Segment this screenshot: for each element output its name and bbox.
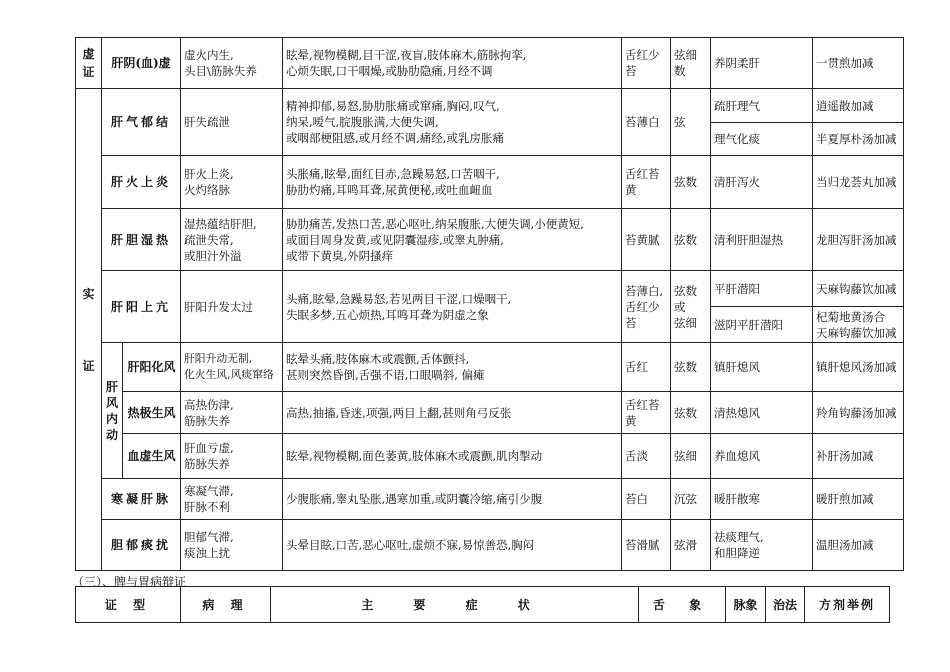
syndrome-table	[75, 37, 904, 571]
formula: 当归龙荟丸加减	[813, 156, 904, 209]
header-shexiang: 舌 象	[639, 587, 726, 623]
formula: 镇肝熄风汤加减	[813, 343, 904, 392]
tongue: 舌红苔黄	[622, 156, 671, 209]
pulse: 弦数	[671, 392, 711, 434]
table-row	[76, 392, 904, 434]
header-maixiang: 脉象	[726, 587, 766, 623]
syndrome-name: 肝火上炎	[102, 156, 181, 209]
pulse: 弦滑	[671, 520, 711, 571]
table-row	[76, 89, 904, 123]
treatment: 养阴柔肝	[711, 38, 813, 89]
pulse: 弦数	[671, 209, 711, 271]
header-zhengzhuang: 主 要 症 状	[271, 587, 639, 623]
subcategory-ganfeng: 肝 风 内 动	[102, 343, 123, 479]
symptoms: 头痛,眩晕,急躁易怒,若见两目干涩,口燥咽干, 失眠多梦,五心烦热,耳鸣耳聋为阴虚之象	[283, 271, 622, 343]
syndrome-name: 热极生风	[123, 392, 181, 434]
tongue: 苔白	[622, 479, 671, 520]
treatment-alt: 理气化痰	[711, 123, 813, 156]
tongue: 舌红苔黄	[622, 392, 671, 434]
symptoms: 眩晕,视物模糊,面色萎黄,肢体麻木或震颤,肌肉掣动	[283, 434, 622, 479]
formula: 一贯煎加减	[813, 38, 904, 89]
symptoms: 眩晕头痛,肢体麻木或震颤,舌体颤抖, 甚则突然昏倒,舌强不语,口眼喎斜, 偏瘫	[283, 343, 622, 392]
syndrome-name: 胆郁痰扰	[102, 520, 181, 571]
treatment: 平肝潜阳	[711, 271, 813, 307]
pulse: 沉弦	[671, 479, 711, 520]
treatment: 疏肝理气	[711, 89, 813, 123]
header-binli: 病 理	[181, 587, 271, 623]
formula: 龙胆泻肝汤加减	[813, 209, 904, 271]
pathology: 高热伤津, 筋脉失养	[181, 392, 283, 434]
treatment: 暖肝散寒	[711, 479, 813, 520]
header-zhifa: 治法	[766, 587, 805, 623]
table-row	[76, 520, 904, 571]
syndrome-name: 寒凝肝脉	[102, 479, 181, 520]
pathology: 湿热蕴结肝胆, 疏泄失常, 或胆汁外溢	[181, 209, 283, 271]
table-row	[76, 479, 904, 520]
treatment: 清热熄风	[711, 392, 813, 434]
header-zhengxing: 证 型	[76, 587, 181, 623]
table-row	[76, 38, 904, 89]
symptoms: 胁肋痛苦,发热口苦,恶心呕吐,纳呆腹胀,大便失调,小便黄短, 或面目周身发黄,或见阴囊湿疹,或睾丸肿痛, 或带下黄臭,外阴搔痒	[283, 209, 622, 271]
treatment: 养血熄风	[711, 434, 813, 479]
formula: 逍遥散加减	[813, 89, 904, 123]
header-row	[76, 587, 890, 623]
treatment-alt: 滋阴平肝潜阳	[711, 307, 813, 343]
section-title: （三）、脾与胃病辩证	[72, 575, 187, 589]
pathology: 寒凝气滞, 肝脉不利	[181, 479, 283, 520]
pulse: 弦细数	[671, 38, 711, 89]
pathology: 肝阳升动无制, 化火生风,风痰窜络	[181, 343, 283, 392]
pulse: 弦数	[671, 156, 711, 209]
pathology: 肝阳升发太过	[181, 271, 283, 343]
treatment: 祛痰理气, 和胆降逆	[711, 520, 813, 571]
symptoms: 精神抑郁,易怒,胁肋胀痛或窜痛,胸闷,叹气, 纳呆,嗳气,脘腹胀满,大便失调, 或咽部梗阻感,或月经不调,痛经,或乳房胀痛	[283, 89, 622, 156]
header-fangji: 方剂举例	[805, 587, 890, 623]
formula-alt: 杞菊地黄汤合 天麻钩藤饮加减	[813, 307, 904, 343]
treatment: 清利肝胆湿热	[711, 209, 813, 271]
tongue: 苔薄白	[622, 89, 671, 156]
category-shi: 实 证	[76, 89, 102, 571]
pulse: 弦细	[671, 434, 711, 479]
pathology: 肝火上炎, 火灼络脉	[181, 156, 283, 209]
treatment: 清肝泻火	[711, 156, 813, 209]
pathology: 虚火内生, 头目\筋脉失养	[181, 38, 283, 89]
syndrome-name: 肝阴(血)虚	[102, 38, 181, 89]
syndrome-name: 血虚生风	[123, 434, 181, 479]
syndrome-name: 肝阳上亢	[102, 271, 181, 343]
pulse: 弦数或 弦细	[671, 271, 711, 343]
symptoms: 少腹胀痛,睾丸坠胀,遇寒加重,或阴囊冷缩,痛引少腹	[283, 479, 622, 520]
treatment: 镇肝熄风	[711, 343, 813, 392]
formula: 羚角钩藤汤加减	[813, 392, 904, 434]
formula: 暖肝煎加减	[813, 479, 904, 520]
syndrome-name: 肝气郁结	[102, 89, 181, 156]
tongue: 苔薄白, 舌红少苔	[622, 271, 671, 343]
tongue: 苔滑腻	[622, 520, 671, 571]
tongue: 苔黄腻	[622, 209, 671, 271]
pulse: 弦	[671, 89, 711, 156]
table-row	[76, 343, 904, 392]
pathology: 肝血亏虚, 筋脉失养	[181, 434, 283, 479]
syndrome-name: 肝胆湿热	[102, 209, 181, 271]
tongue: 舌淡	[622, 434, 671, 479]
formula-alt: 半夏厚朴汤加减	[813, 123, 904, 156]
formula: 天麻钩藤饮加减	[813, 271, 904, 307]
spleen-stomach-table-header	[75, 586, 890, 623]
symptoms: 头胀痛,眩晕,面红目赤,急躁易怒,口苦咽干, 胁肋灼痛,耳鸣耳聋,尿黄便秘,或吐血衄血	[283, 156, 622, 209]
table-row	[76, 156, 904, 209]
pulse: 弦数	[671, 343, 711, 392]
formula: 补肝汤加减	[813, 434, 904, 479]
formula: 温胆汤加减	[813, 520, 904, 571]
symptoms: 高热,抽搐,昏迷,项强,两目上翻,甚则角弓反张	[283, 392, 622, 434]
symptoms: 眩晕,视物模糊,目干涩,夜盲,肢体麻木,筋脉拘挛, 心烦失眠,口干咽燥,或胁肋隐痛,月经不调	[283, 38, 622, 89]
table-row	[76, 434, 904, 479]
pathology: 肝失疏泄	[181, 89, 283, 156]
table-row	[76, 209, 904, 271]
syndrome-name: 肝阳化风	[123, 343, 181, 392]
table-row	[76, 271, 904, 307]
tongue: 舌红	[622, 343, 671, 392]
tongue: 舌红少苔	[622, 38, 671, 89]
category-xu: 虚 证	[76, 38, 102, 89]
pathology: 胆郁气滞, 痰浊上扰	[181, 520, 283, 571]
symptoms: 头晕目眩,口苦,恶心呕吐,虚烦不寐,易惊善恐,胸闷	[283, 520, 622, 571]
